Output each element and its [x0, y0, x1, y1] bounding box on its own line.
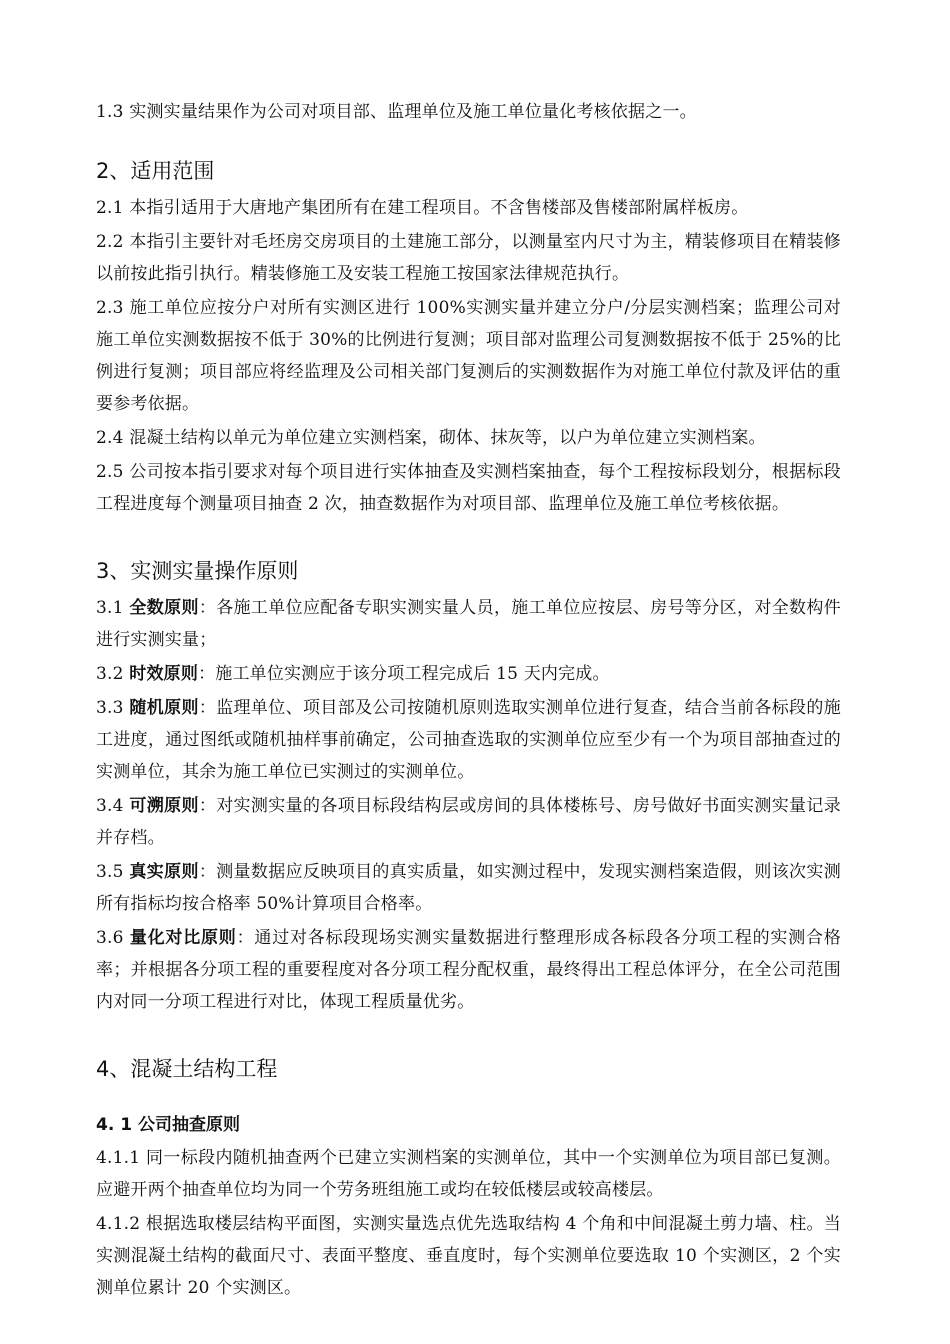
principle-term: 真实原则 [129, 862, 199, 882]
principle-3-3 [96, 692, 841, 788]
section-3-heading: 3、实测实量操作原则 [96, 559, 299, 583]
principle-3-5 [96, 856, 841, 920]
paragraph-2-4: 2.4 混凝土结构以单元为单位建立实测档案，砌体、抹灰等，以户为单位建立实测档案。 [96, 428, 766, 448]
principle-term: 量化对比原则 [129, 928, 237, 948]
document-page [96, 96, 841, 1306]
paragraph-2-2: 2.2 本指引主要针对毛坯房交房项目的土建施工部分，以测量室内尺寸为主，精装修项目在精装修以前按此指引执行。精装修施工及安装工程施工按国家法律规范执行。 [96, 232, 841, 284]
principle-text: ：监理单位、项目部及公司按随机原则选取实测单位进行复查，结合当前各标段的施工进度，通过图纸或随机抽样事前确定，公司抽查选取的实测单位应至少有一个为项目部抽查过的实测单位，其余为施工单位已实测过的实测单位。 [96, 698, 841, 782]
principle-number: 3.4 [96, 796, 130, 816]
principle-number: 3.6 [96, 928, 130, 948]
principle-number: 3.3 [96, 698, 130, 718]
principle-term: 随机原则 [129, 698, 199, 718]
paragraph-4-1-1: 4.1.1 同一标段内随机抽查两个已建立实测档案的实测单位，其中一个实测单位为项目部已复测。应避开两个抽查单位均为同一个劳务班组施工或均在较低楼层或较高楼层。 [96, 1148, 841, 1200]
paragraph-2-5: 2.5 公司按本指引要求对每个项目进行实体抽查及实测档案抽查，每个工程按标段划分，根据标段工程进度每个测量项目抽查 2 次，抽查数据作为对项目部、监理单位及施工单位考核依据。 [96, 462, 841, 514]
paragraph-2-1: 2.1 本指引适用于大唐地产集团所有在建工程项目。不含售楼部及售楼部附属样板房。 [96, 198, 749, 218]
principle-text: ：对实测实量的各项目标段结构层或房间的具体楼栋号、房号做好书面实测实量记录并存档。 [96, 796, 841, 848]
principle-3-4 [96, 790, 841, 854]
section-4-heading: 4、混凝土结构工程 [96, 1057, 278, 1081]
principle-text: ：施工单位实测应于该分项工程完成后 15 天内完成。 [198, 664, 610, 684]
principle-3-1 [96, 592, 841, 656]
paragraph-2-3: 2.3 施工单位应按分户对所有实测区进行 100%实测实量并建立分户/分层实测档案；监理公司对施工单位实测数据按不低于 30%的比例进行复测；项目部对监理公司复测数据按不低于 25%的比例进行复测；项目部应将经监理及公司相关部门复测后的实测数据作为对施工单位付款及评估的重要参考依据。 [96, 298, 841, 414]
principle-number: 3.5 [96, 862, 130, 882]
principle-term: 可溯原则 [129, 796, 199, 816]
paragraph-1-3: 1.3 实测实量结果作为公司对项目部、监理单位及施工单位量化考核依据之一。 [96, 102, 697, 122]
principle-text: ：各施工单位应配备专职实测实量人员，施工单位应按层、房号等分区，对全数构件进行实测实量； [96, 598, 841, 650]
principle-3-6 [96, 922, 841, 1018]
section-2-heading: 2、适用范围 [96, 159, 215, 183]
subsection-title: 公司抽查原则 [137, 1115, 240, 1135]
principle-term: 时效原则 [129, 664, 199, 684]
paragraph-4-1-2: 4.1.2 根据选取楼层结构平面图，实测实量选点优先选取结构 4 个角和中间混凝土剪力墙、柱。当实测混凝土结构的截面尺寸、表面平整度、垂直度时，每个实测单位要选取 10 个实测区，2 个实测单位累计 20 个实测区。 [96, 1214, 841, 1298]
principle-number: 3.2 [96, 664, 130, 684]
subsection-number: 4. 1 [96, 1115, 138, 1135]
principle-3-2 [96, 658, 841, 690]
principle-number: 3.1 [96, 598, 130, 618]
subsection-4-1-heading [96, 1110, 841, 1140]
principle-term: 全数原则 [129, 598, 199, 618]
principle-text: ：通过对各标段现场实测实量数据进行整理形成各标段各分项工程的实测合格率；并根据各分项工程的重要程度对各分项工程分配权重，最终得出工程总体评分，在全公司范围内对同一分项工程进行对比，体现工程质量优劣。 [96, 928, 841, 1012]
principle-text: ：测量数据应反映项目的真实质量，如实测过程中，发现实测档案造假，则该次实测所有指标均按合格率 50%计算项目合格率。 [96, 862, 841, 914]
